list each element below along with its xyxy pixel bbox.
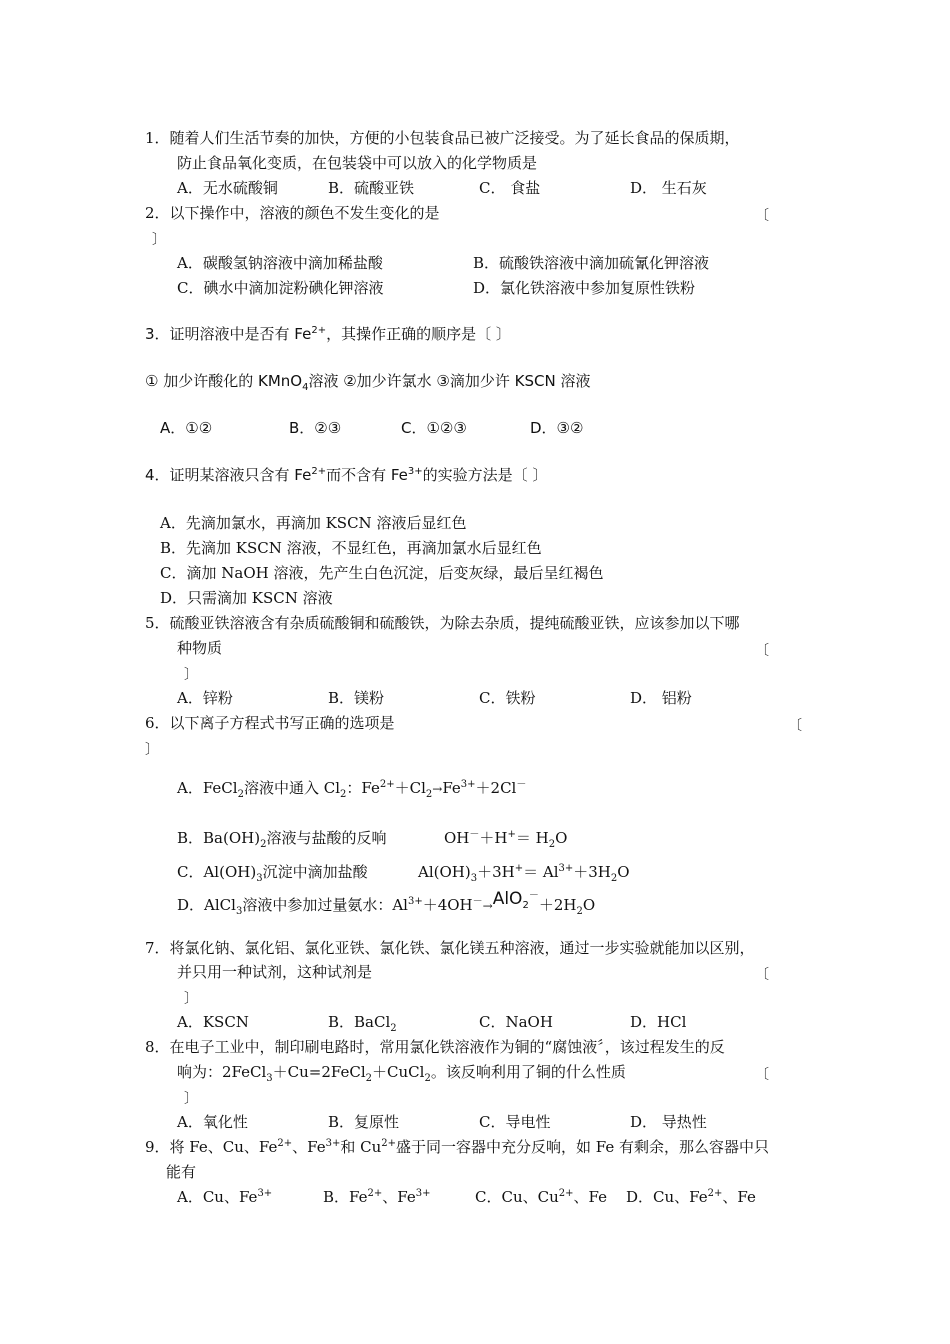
question-7-option-a: A．KSCN [177,1013,249,1031]
question-7-paren-open: 〔 [755,967,769,983]
question-6-option-b: B．$Ba(OH)_2$溶液与盐酸的反响 [177,829,387,850]
question-4-option-a: A．先滴加氯水，再滴加 KSCN 溶液后显红色 [160,514,467,532]
question-1-option-b: B．硫酸亚铁 [328,179,415,197]
question-8-stem-line1: 8．在电子工业中，制印刷电路时，常用氯化铁溶液作为铜的“腐蚀液〞，该过程发生的反 [145,1038,725,1056]
question-6-option-b-equation: $OH^-+H^+= H_2O$ [444,829,568,850]
question-4-option-d: D．只需滴加 KSCN 溶液 [160,589,333,607]
question-9-option-b: B．$Fe^{2+}$、$Fe^{3+}$ [323,1188,431,1206]
question-7-option-c: C．NaOH [479,1013,553,1031]
question-7-stem-line1: 7．将氯化钠、氯化铝、氯化亚铁、氯化铁、氯化镁五种溶液，通过一步实验就能加以区别， [145,939,755,957]
question-5-paren-close: 〕 [184,667,198,683]
question-2-option-d: D．氯化铁溶液中参加复原性铁粉 [473,279,696,297]
question-5-option-c: C．铁粉 [479,689,536,707]
question-9-stem-line2: 能有 [166,1163,197,1181]
question-8-option-a: A．氧化性 [177,1113,248,1131]
question-6-option-a: A．FeCl$_2$溶液中通入 $Cl_2$：$Fe^{2+}+Cl_2\to Fe^{3+}+2Cl^-$ [177,779,527,800]
question-7-option-b: B．BaCl$_2$ [328,1013,397,1034]
question-5-paren-open: 〔 [755,643,769,659]
question-5-option-d: D． 铝粉 [630,689,692,707]
question-1-option-c: C． 食盐 [479,179,541,197]
question-9-option-d: D．Cu、$Fe^{2+}$、Fe [626,1188,756,1206]
question-5-stem-line1: 5．硫酸亚铁溶液含有杂质硫酸铜和硫酸铁，为除去杂质，提纯硫酸亚铁，应该参加以下哪 [145,614,740,632]
question-7-paren-close: 〕 [184,991,198,1007]
question-2-option-b: B．硫酸铁溶液中滴加硫氰化钾溶液 [473,254,710,272]
question-8-paren-open: 〔 [755,1067,769,1083]
question-2-paren-open: 〔 [755,208,769,224]
question-8-option-c: C．导电性 [479,1113,551,1131]
question-2-paren-close: 〕 [152,232,166,248]
question-2-stem: 2．以下操作中，溶液的颜色不发生变化的是 [145,204,440,222]
question-6-stem: 6．以下离子方程式书写正确的选项是 [145,714,395,732]
question-1-option-d: D． 生石灰 [630,179,707,197]
question-3-option-d: D．③② [530,419,584,437]
question-6-paren-open: 〔 [788,718,802,734]
question-8-paren-close: 〕 [184,1091,198,1107]
question-9-option-c: C．Cu、$Cu^{2+}$、Fe [475,1188,607,1206]
question-5-option-b: B．镁粉 [328,689,385,707]
question-4-option-c: C．滴加 NaOH 溶液，先产生白色沉淀，后变灰绿，最后呈红褐色 [160,564,604,582]
question-6-option-c: C．$Al(OH)_3$沉淀中滴加盐酸 [177,863,368,884]
question-8-option-d: D． 导热性 [630,1113,707,1131]
question-8-option-b: B．复原性 [328,1113,400,1131]
question-6-option-d: D．AlCl$_3$溶液中参加过量氨水：$Al^{3+}+4OH^-\to AlO_2^-+2H_2O$ [177,889,596,917]
question-4-option-b: B．先滴加 KSCN 溶液，不显红色，再滴加氯水后显红色 [160,539,542,557]
question-1-stem-line2: 防止食品氧化变质，在包装袋中可以放入的化学物质是 [177,154,538,172]
question-3-stem: 3．证明溶液中是否有 $Fe^{2+}$，其操作正确的顺序是〔 〕 [145,325,511,343]
question-3-option-b: B．②③ [289,419,342,437]
question-2-option-c: C．碘水中滴加淀粉碘化钾溶液 [177,279,384,297]
question-3-option-a: A．①② [160,419,213,437]
question-6-paren-close: 〕 [145,742,159,758]
question-4-stem: 4．证明某溶液只含有 $Fe^{2+}$而不含有 $Fe^{3+}$的实验方法是〔 〕 [145,466,548,484]
question-9-stem-line1: 9．将 Fe、Cu、$Fe^{2+}$、$Fe^{3+}$和 $Cu^{2+}$盛于同一容器中充分反响，如 Fe 有剩余，那么容器中只 [145,1138,770,1156]
question-9-option-a: A．Cu、$Fe^{3+}$ [177,1188,273,1206]
question-1-stem-line1: 1．随着人们生活节奏的加快，方便的小包装食品已被广泛接受。为了延长食品的保质期， [145,129,740,147]
question-5-option-a: A．锌粉 [177,689,233,707]
question-1-option-a: A．无水硫酸铜 [177,179,278,197]
question-5-stem-line2: 种物质 [177,639,223,657]
question-3-reagents: ① 加少许酸化的 KMnO$_4$溶液 ②加少许氯水 ③滴加少许 KSCN 溶液 [145,372,591,393]
question-6-option-c-equation: $Al(OH)_3+3H^+= Al^{3+}+3H_2O$ [418,863,630,884]
question-3-option-c: C．①②③ [401,419,467,437]
question-8-stem-line2: 响为：2FeCl$_3$＋Cu=2FeCl$_2$＋CuCl$_2$。该反响利用了铜的什么性质 [177,1063,626,1084]
question-7-stem-line2: 并只用一种试剂，这种试剂是 [177,963,373,981]
question-2-option-a: A．碳酸氢钠溶液中滴加稀盐酸 [177,254,383,272]
question-7-option-d: D．HCl [630,1013,687,1031]
